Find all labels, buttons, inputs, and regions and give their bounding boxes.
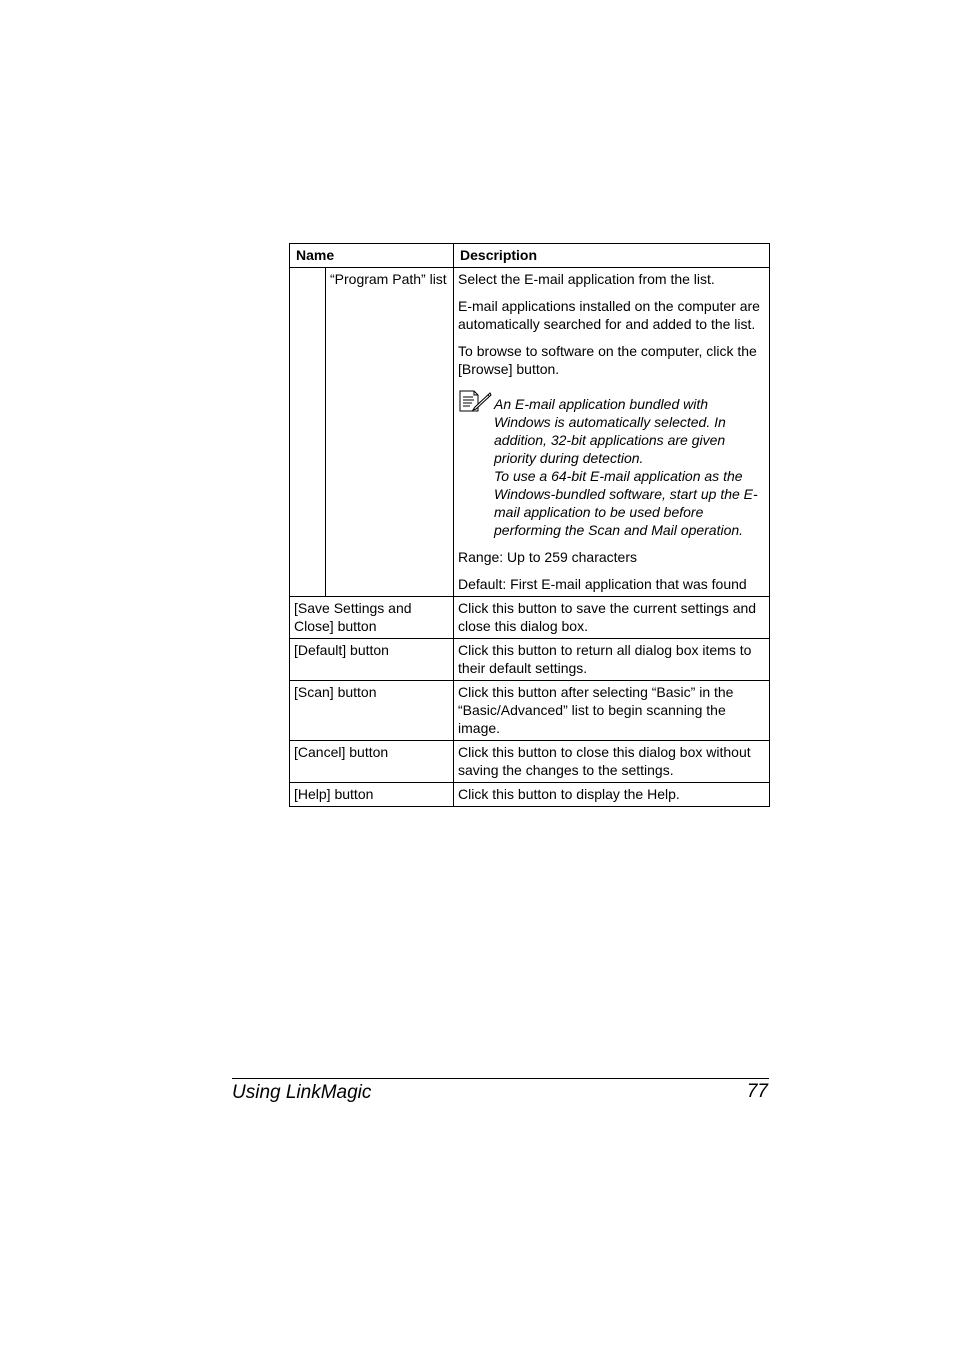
row-description: Click this button to close this dialog box without saving the changes to the settings. [454,741,770,783]
row-name: [Default] button [290,639,454,681]
row-name: [Scan] button [290,681,454,741]
table-row-program-path [290,268,770,597]
footer-title: Using LinkMagic [232,1082,372,1103]
default-text: Default: First E-mail application that was found [458,576,747,592]
table-row [290,741,770,783]
description-paragraph: E-mail applications installed on the computer are automatically searched for and added to the list. [458,298,760,332]
header-description: Description [454,244,770,268]
header-name: Name [290,244,454,268]
indent-cell [290,268,326,597]
row-description [454,268,770,597]
row-name: [Cancel] button [290,741,454,783]
row-name: [Save Settings and Close] button [290,597,454,639]
table-row [290,639,770,681]
description-paragraph: To browse to software on the computer, click the [Browse] button. [458,343,757,377]
page-number: 77 [746,1081,768,1102]
table-row [290,783,770,807]
note-line: To use a 64-bit E-mail application as the Windows-bundled software, start up the E-mail application to be used before performing the Scan and Mail operation. [494,468,758,538]
row-name: “Program Path” list [326,268,454,597]
row-description: Click this button to save the current settings and close this dialog box. [454,597,770,639]
description-paragraph: Select the E-mail application from the list. [458,271,715,287]
settings-table [289,243,770,807]
table-header-row [290,244,770,268]
table-row [290,681,770,741]
row-description: Click this button after selecting “Basic” in the “Basic/Advanced” list to begin scanning the image. [454,681,770,741]
note-line: An E-mail application bundled with Windows is automatically selected. In addition, 32-bit applications are given priority during detection. [494,396,726,466]
range-text: Range: Up to 259 characters [458,549,638,565]
note-pencil-icon [458,387,494,539]
table-row [290,597,770,639]
row-description: Click this button to return all dialog box items to their default settings. [454,639,770,681]
note-block [458,387,765,539]
note-text [494,387,765,539]
row-description: Click this button to display the Help. [454,783,770,807]
row-name: [Help] button [290,783,454,807]
footer-rule [232,1078,769,1079]
